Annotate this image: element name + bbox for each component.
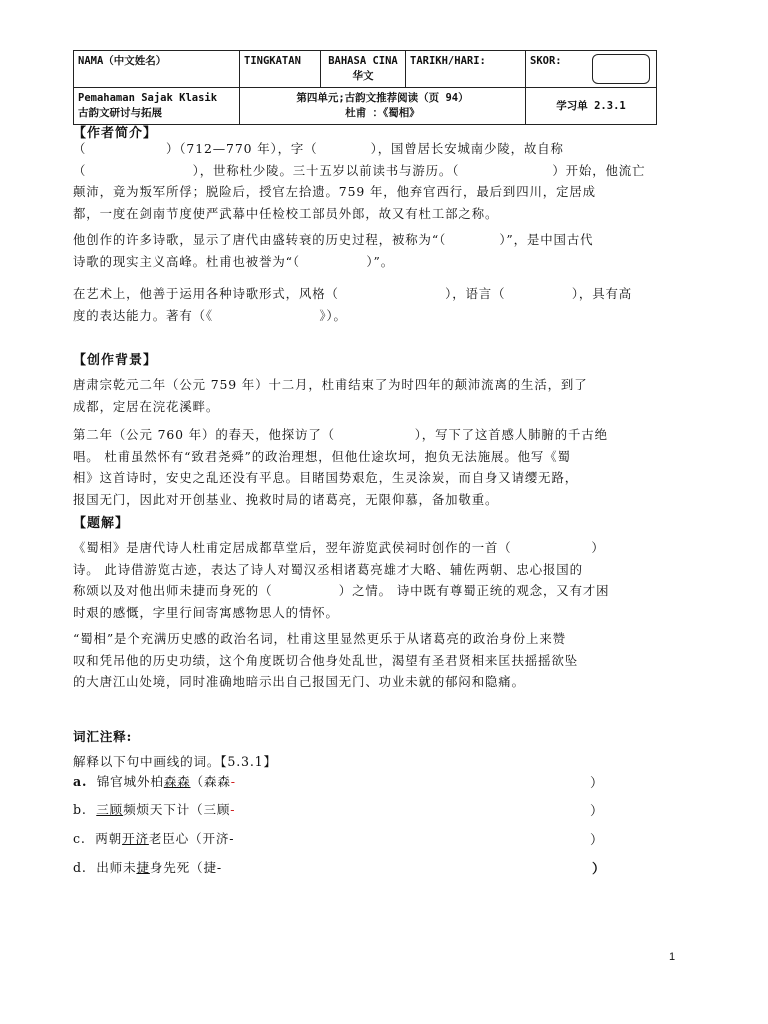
theme-title: 【题解】 (73, 516, 130, 531)
background-line: 第二年（公元 760 年）的春天，他探访了（ ），写下了这首感人肺腑的千古绝 (73, 427, 608, 442)
course-cell (74, 88, 240, 125)
vocab-label: d. (73, 860, 87, 875)
author-line: 度的表达能力。著有（《 》）。 (73, 307, 347, 323)
background-line: 相》这首诗时，安史之乱还没有平息。目睹国势艰危，生灵涂炭，而自身又请缨无路， (73, 470, 579, 485)
score-cell (526, 51, 657, 88)
author-line: 颠沛，竟为叛军所俘；脱险后，授官左拾遗。759 年，他弃官西行，最后到四川，定居成 (73, 184, 596, 199)
sheet-cell (526, 88, 657, 125)
unit-line1: 第四单元;古韵文推荐阅读（页 94） (296, 92, 469, 104)
vocab-item-b: b. 三顾频烦天下计（三顾- (73, 802, 236, 817)
background-line: 唱。 杜甫虽然怀有“致君尧舜”的政治理想，但他仕途坎坷，抱负无法施展。他写《蜀 (73, 448, 571, 464)
author-line: 在艺术上，他善于运用各种诗歌形式，风格（ ），语言（ ），具有高 (73, 286, 633, 301)
background-title: 【创作背景】 (73, 353, 158, 368)
score-label: SKOR: (530, 55, 562, 67)
background-paragraph-2 (73, 424, 673, 510)
answer-blank[interactable]: - (216, 860, 222, 875)
score-box[interactable] (592, 54, 650, 84)
underlined-word: 三顾 (96, 802, 124, 817)
underlined-word: 开济 (122, 831, 149, 846)
theme-paragraph-2 (73, 628, 673, 693)
author-paragraph-2 (73, 229, 673, 272)
author-line: （ ）（712—770 年），字（ ），国曾居长安城南少陵，故自称 (73, 141, 564, 156)
vocab-item-c: c. 两朝开济老臣心（开济- (73, 831, 235, 846)
background-paragraph-1 (73, 374, 673, 417)
unit-line2: 杜甫 ：《蜀相》 (345, 107, 420, 119)
vocab-item-d: d. 出师未捷身先死（捷- (73, 860, 222, 875)
theme-line: 《蜀相》是唐代诗人杜甫定居成都草堂后，翌年游览武侯祠时创作的一首（ ） (73, 540, 605, 555)
date-label: TARIKH/HARI: (406, 51, 526, 88)
author-line: 他创作的许多诗歌，显示了唐代由盛转衰的历史过程，被称为“（ ）”，是中国古代 (73, 232, 594, 247)
background-line: 成都，定居在浣花溪畔。 (73, 398, 220, 414)
author-paragraph (73, 138, 673, 224)
vocab-label: b. (73, 802, 87, 817)
vocab-label: a. (73, 774, 88, 789)
close-paren: ） (590, 833, 604, 848)
theme-line: 诗。 此诗借游览古迹，表达了诗人对蜀汉丞相诸葛亮雄才大略、辅佐两朝、忠心报国的 (73, 561, 583, 577)
background-line: 唐肃宗乾元二年（公元 759 年）十二月，杜甫结束了为时四年的颠沛流离的生活，到了 (73, 377, 588, 392)
subject-label: BAHASA CINA 华文 (321, 51, 406, 88)
unit-cell (240, 88, 526, 125)
vocab-instruction: 解释以下句中画线的词。【5.3.1】 (73, 754, 277, 769)
theme-line: 叹和凭吊他的历史功绩，这个角度既切合他身处乱世，渴望有圣君贤相来匡扶摇摇欲坠 (73, 652, 579, 668)
author-line: 诗歌的现实主义高峰。杜甫也被誉为“（ ）”。 (73, 253, 395, 269)
vocab-item-a: a. 锦官城外柏森森（森森- (73, 774, 236, 789)
close-paren: ） (590, 804, 604, 819)
author-title: 【作者简介】 (73, 126, 158, 141)
author-line: （ ），世称杜少陵。三十五岁以前读书与游历。（ ）开始，他流亡 (73, 162, 646, 178)
author-paragraph-3 (73, 283, 673, 326)
background-line: 报国无门，因此对开创基业、挽救时局的诸葛亮，无限仰慕，备加敬重。 (73, 491, 499, 507)
tingkatan-label: TINGKATAN (240, 51, 321, 88)
sheet-label: 学习单 2.3.1 (556, 99, 626, 112)
vocab-title: 词汇注释: (73, 729, 133, 744)
answer-blank[interactable]: - (229, 831, 235, 846)
author-line: 都，一度在剑南节度使严武幕中任检校工部员外郎，故又有杜工部之称。 (73, 205, 499, 221)
course-line1: Pemahaman Sajak Klasik (78, 92, 218, 104)
course-line2: 古韵文研讨与拓展 (78, 107, 162, 119)
header-table (73, 50, 657, 125)
theme-line: 称颂以及对他出师未捷而身死的（ ）之情。 诗中既有尊蜀正统的观念，又有才困 (73, 583, 610, 598)
theme-line: 时艰的感慨，字里行间寄寓感物思人的情怀。 (73, 604, 339, 620)
underlined-word: 捷 (136, 860, 150, 875)
name-label: NAMA（中文姓名） (74, 51, 240, 88)
answer-blank[interactable]: - (230, 802, 236, 817)
answer-blank[interactable]: - (230, 774, 236, 789)
close-paren: ） (590, 776, 604, 791)
page-number: 1 (669, 951, 676, 963)
theme-paragraph-1 (73, 537, 673, 623)
close-paren: ） (592, 862, 606, 877)
theme-line: “蜀相”是个充满历史感的政治名词，杜甫这里显然更乐于从诸葛亮的政治身份上来赞 (73, 631, 566, 646)
vocab-label: c. (73, 831, 86, 846)
underlined-word: 森森 (163, 774, 191, 789)
theme-line: 的大唐江山处境，同时准确地暗示出自己报国无门、功业未就的郁闷和隐痛。 (73, 674, 525, 689)
